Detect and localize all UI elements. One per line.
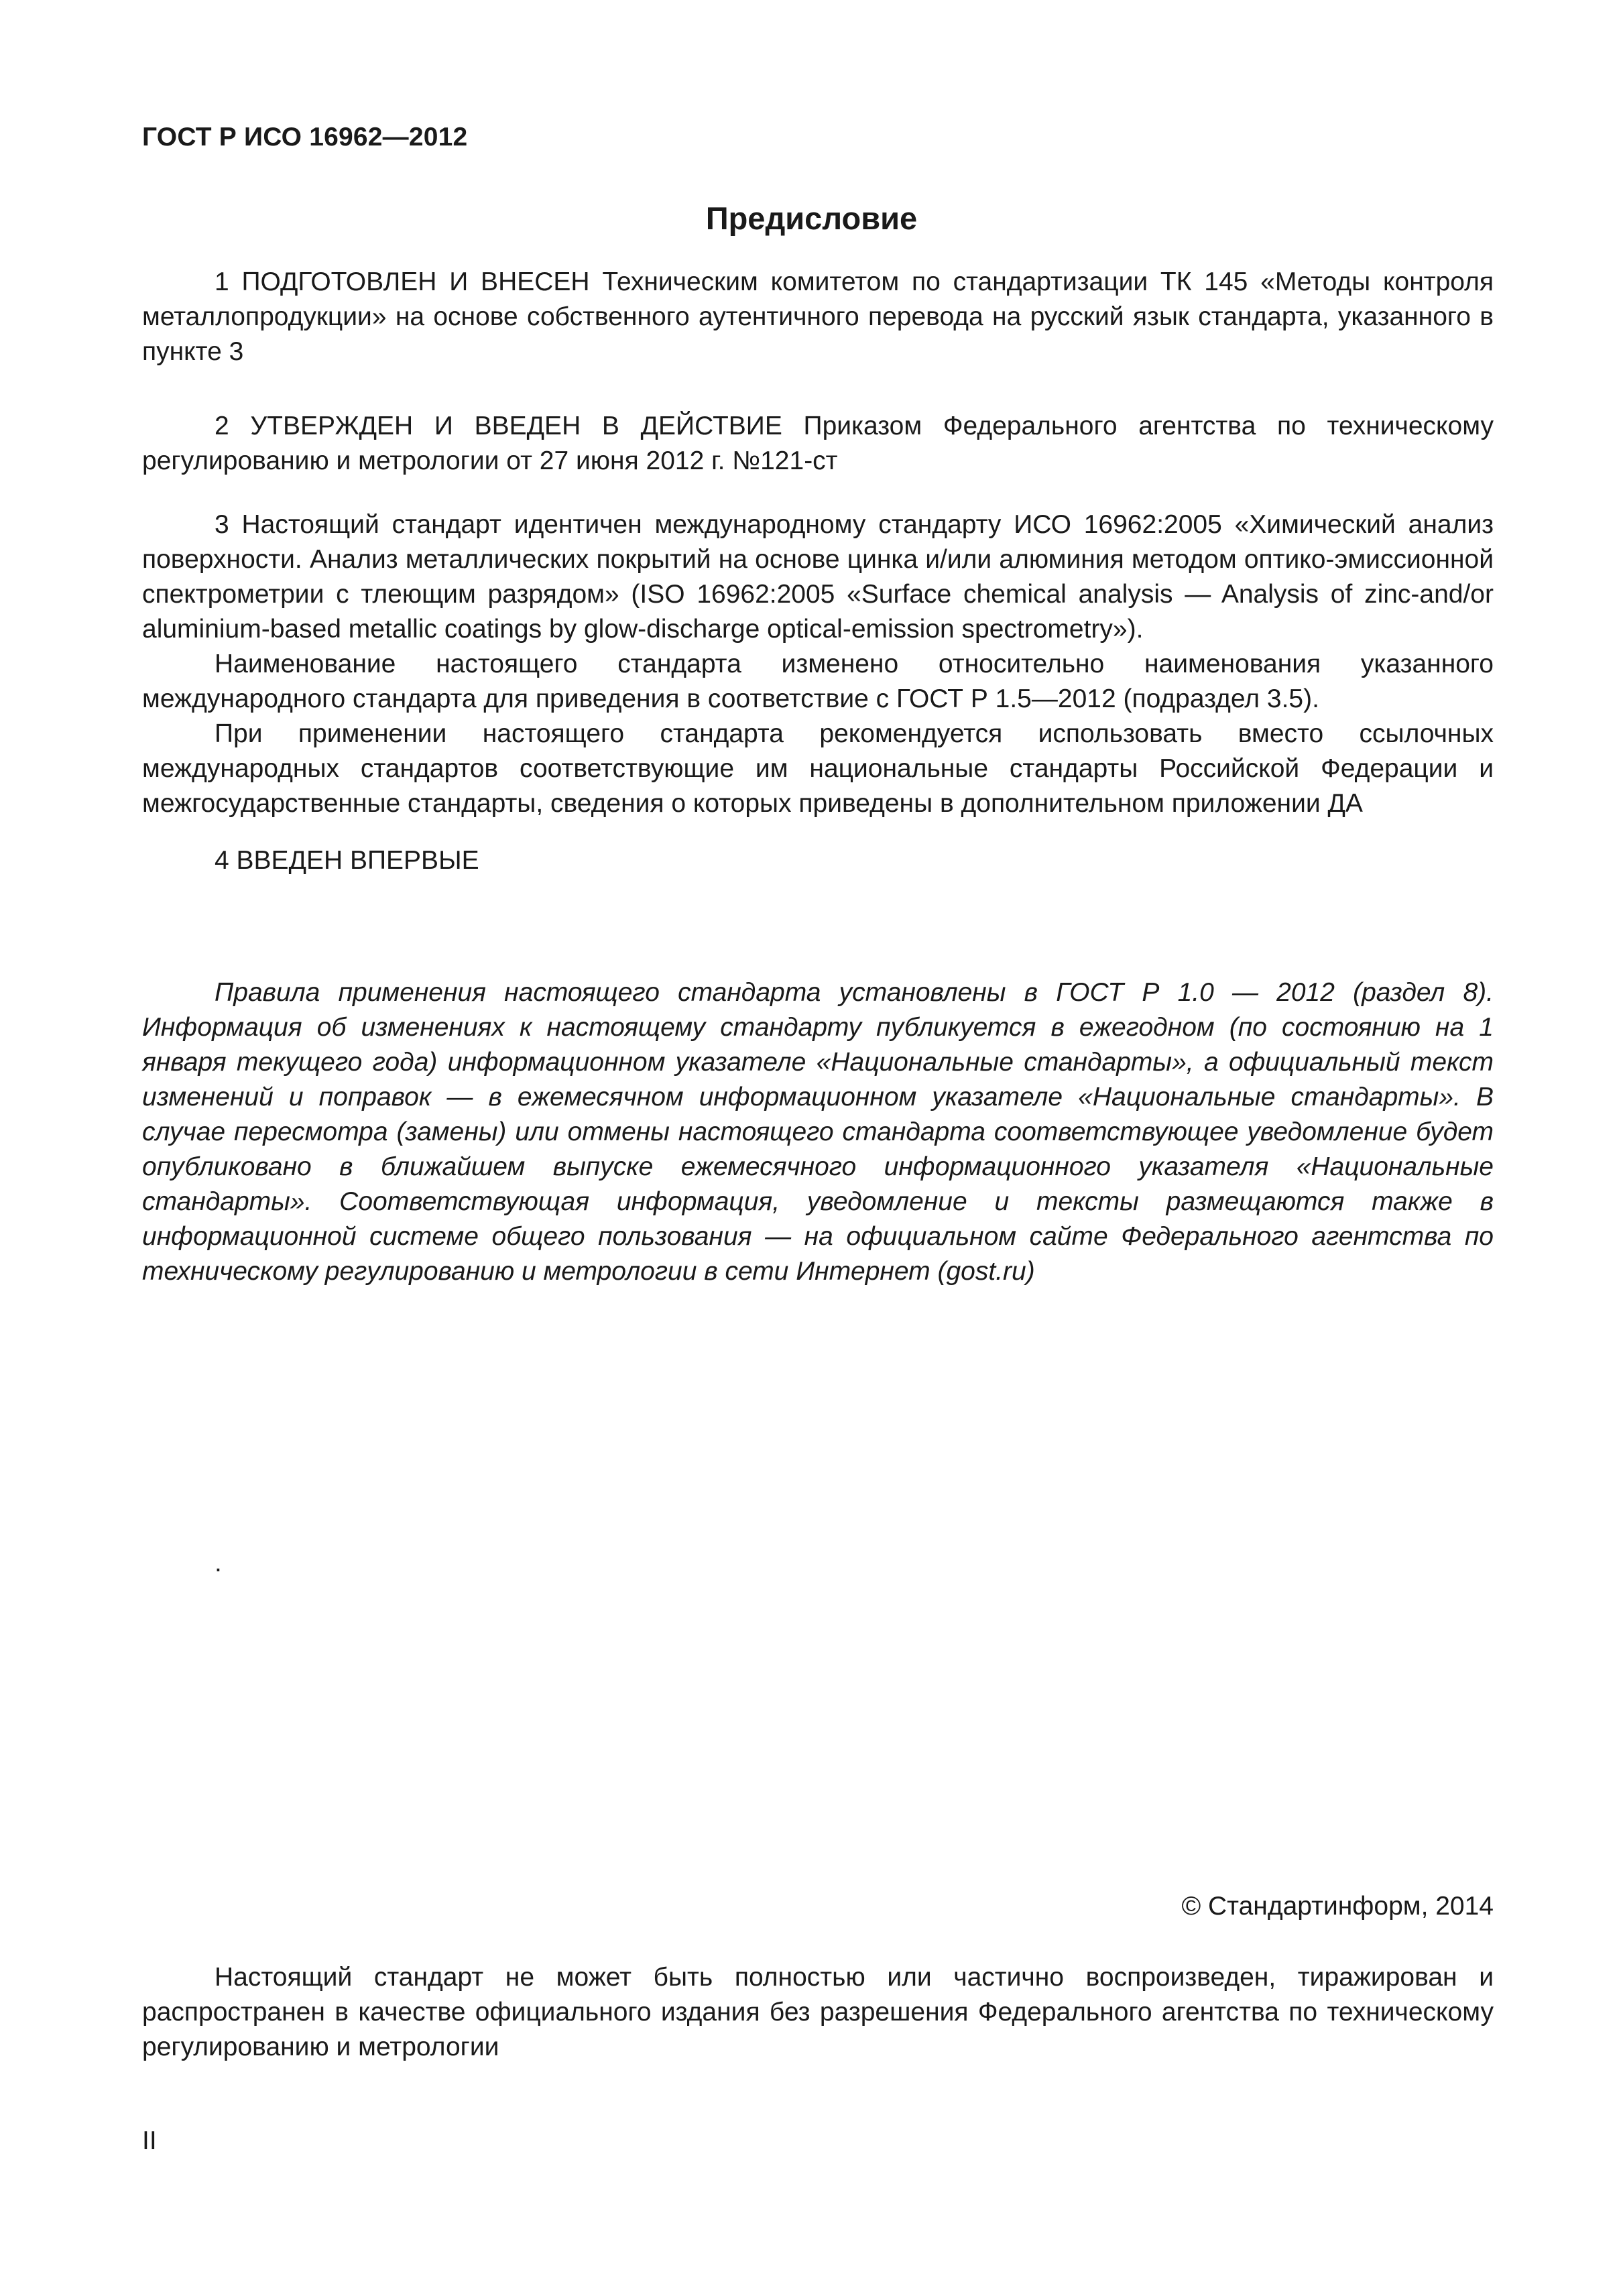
page-number: II <box>142 2126 157 2155</box>
reproduction-notice <box>142 1960 1494 2065</box>
section-4-text: 4 ВВЕДЕН ВПЕРВЫЕ <box>215 846 479 875</box>
rules-note <box>142 975 1494 1289</box>
section-3-paragraph-3: При применении настоящего стандарта рекомендуется использовать вместо ссылочных международных стандартов соответствующие им национальные стандарты Российской Федерации и межгосударственные стандарты, сведения о которых приведены в дополнительном приложении ДА <box>142 719 1494 818</box>
section-4 <box>142 843 1494 878</box>
stray-dot: . <box>215 1549 222 1577</box>
reproduction-notice-text: Настоящий стандарт не может быть полностью или частично воспроизведен, тиражирован и распространен в качестве официального издания без разрешения Федерального агентства по техническому регулированию и метрологии <box>142 1963 1494 2061</box>
section-1-text: 1 ПОДГОТОВЛЕН И ВНЕСЕН Техническим комитетом по стандартизации ТК 145 «Методы контроля металлопродукции» на основе собственного аутентичного перевода на русский язык стандарта, указанного в пункте 3 <box>142 267 1494 366</box>
section-2 <box>142 409 1494 479</box>
section-3 <box>142 507 1494 821</box>
document-code: ГОСТ Р ИСО 16962—2012 <box>142 123 468 152</box>
section-1 <box>142 265 1494 369</box>
section-3-paragraph-2: Наименование настоящего стандарта изменено относительно наименования указанного международного стандарта для приведения в соответствие с ГОСТ Р 1.5—2012 (подраздел 3.5). <box>142 650 1494 713</box>
section-2-text: 2 УТВЕРЖДЕН И ВВЕДЕН В ДЕЙСТВИЕ Приказом Федерального агентства по техническому регулированию и метрологии от 27 июня 2012 г. №121-ст <box>142 412 1494 475</box>
rules-note-text: Правила применения настоящего стандарта установлены в ГОСТ Р 1.0 — 2012 (раздел 8). Информация об изменениях к настоящему стандарту публикуется в ежегодном (по состоянию на 1 января текущего года) информационном указателе «Национальные стандарты», а официальный текст изменений и поправок — в ежемесячном информационном указателе «Национальные стандарты». В случае пересмотра (замены) или отмены настоящего стандарта соответствующее уведомление будет опубликовано в ближайшем выпуске ежемесячного информационного указателя «Национальные стандарты». Соответствующая информация, уведомление и тексты размещаются также в информационной системе общего пользования — на официальном сайте Федерального агентства по техническому регулированию и метрологии в сети Интернет (gost.ru) <box>142 978 1494 1286</box>
copyright-line: © Стандартинформ, 2014 <box>1181 1892 1494 1921</box>
page-title: Предисловие <box>705 200 918 236</box>
section-3-paragraph-1: 3 Настоящий стандарт идентичен международному стандарту ИСО 16962:2005 «Химический анализ поверхности. Анализ металлических покрытий на основе цинка и/или алюминия методом оптико-эмиссионной спектрометрии с тлеющим разрядом» (ISO 16962:2005 «Surface chemical analysis — Analysis of zinc-and/or aluminium-based metallic coatings by glow-discharge optical-emission spectrometry»). <box>142 510 1494 644</box>
